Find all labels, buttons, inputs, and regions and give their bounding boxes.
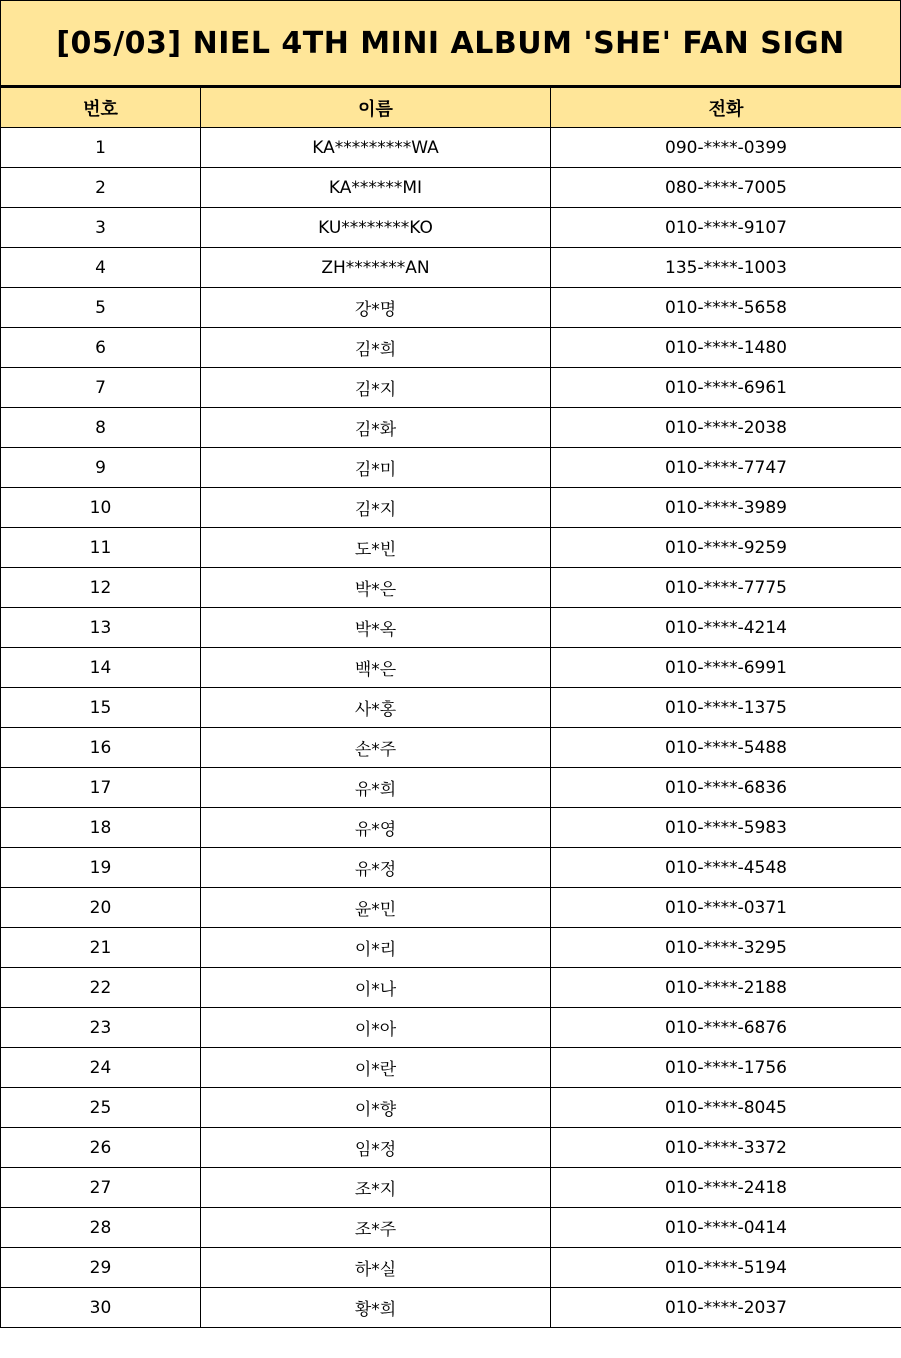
row-name: 이*아 xyxy=(201,1008,551,1048)
row-name: 황*희 xyxy=(201,1288,551,1328)
table-row xyxy=(1,1128,901,1168)
row-number: 9 xyxy=(1,448,201,488)
table-row xyxy=(1,728,901,768)
row-name: 임*정 xyxy=(201,1128,551,1168)
table-row xyxy=(1,328,901,368)
row-name: 이*란 xyxy=(201,1048,551,1088)
table-row xyxy=(1,808,901,848)
row-name: KA******MI xyxy=(201,168,551,208)
table-row xyxy=(1,408,901,448)
table-row xyxy=(1,248,901,288)
row-name: 김*지 xyxy=(201,368,551,408)
row-number: 3 xyxy=(1,208,201,248)
table-row xyxy=(1,1168,901,1208)
table-row xyxy=(1,128,901,168)
table-row xyxy=(1,288,901,328)
row-name: 강*명 xyxy=(201,288,551,328)
table-row xyxy=(1,848,901,888)
row-phone: 010-****-2037 xyxy=(551,1288,901,1328)
row-phone: 010-****-3989 xyxy=(551,488,901,528)
row-phone: 010-****-5488 xyxy=(551,728,901,768)
winners-table xyxy=(0,87,901,1328)
table-row xyxy=(1,488,901,528)
table-row xyxy=(1,1048,901,1088)
row-phone: 010-****-7775 xyxy=(551,568,901,608)
row-name: 박*옥 xyxy=(201,608,551,648)
row-number: 26 xyxy=(1,1128,201,1168)
row-name: 유*희 xyxy=(201,768,551,808)
row-phone: 010-****-2038 xyxy=(551,408,901,448)
table-row xyxy=(1,688,901,728)
table-row xyxy=(1,168,901,208)
page-title: [05/03] NIEL 4TH MINI ALBUM 'SHE' FAN SIGN xyxy=(0,0,901,87)
table-row xyxy=(1,1208,901,1248)
row-phone: 010-****-6961 xyxy=(551,368,901,408)
table-row xyxy=(1,1008,901,1048)
row-phone: 010-****-7747 xyxy=(551,448,901,488)
row-name: 유*정 xyxy=(201,848,551,888)
row-number: 19 xyxy=(1,848,201,888)
row-number: 5 xyxy=(1,288,201,328)
row-number: 16 xyxy=(1,728,201,768)
row-name: 이*나 xyxy=(201,968,551,1008)
column-header-name: 이름 xyxy=(201,88,551,128)
row-name: ZH*******AN xyxy=(201,248,551,288)
row-number: 21 xyxy=(1,928,201,968)
row-phone: 010-****-5983 xyxy=(551,808,901,848)
row-number: 11 xyxy=(1,528,201,568)
row-number: 24 xyxy=(1,1048,201,1088)
table-row xyxy=(1,608,901,648)
row-name: 유*영 xyxy=(201,808,551,848)
table-row xyxy=(1,208,901,248)
table-row xyxy=(1,648,901,688)
row-name: 윤*민 xyxy=(201,888,551,928)
table-row xyxy=(1,928,901,968)
table-body xyxy=(1,128,901,1328)
table-row xyxy=(1,528,901,568)
row-phone: 010-****-1375 xyxy=(551,688,901,728)
row-number: 13 xyxy=(1,608,201,648)
row-phone: 010-****-9107 xyxy=(551,208,901,248)
row-name: 김*지 xyxy=(201,488,551,528)
row-number: 8 xyxy=(1,408,201,448)
row-number: 7 xyxy=(1,368,201,408)
row-phone: 010-****-8045 xyxy=(551,1088,901,1128)
row-number: 18 xyxy=(1,808,201,848)
table-row xyxy=(1,1088,901,1128)
row-phone: 010-****-4214 xyxy=(551,608,901,648)
column-header-number: 번호 xyxy=(1,88,201,128)
row-name: 조*지 xyxy=(201,1168,551,1208)
row-name: 하*실 xyxy=(201,1248,551,1288)
row-phone: 010-****-9259 xyxy=(551,528,901,568)
row-phone: 010-****-6876 xyxy=(551,1008,901,1048)
row-phone: 010-****-1480 xyxy=(551,328,901,368)
row-number: 1 xyxy=(1,128,201,168)
row-phone: 010-****-0371 xyxy=(551,888,901,928)
row-number: 14 xyxy=(1,648,201,688)
row-phone: 010-****-6836 xyxy=(551,768,901,808)
row-number: 20 xyxy=(1,888,201,928)
row-name: 이*향 xyxy=(201,1088,551,1128)
row-number: 30 xyxy=(1,1288,201,1328)
row-number: 28 xyxy=(1,1208,201,1248)
row-number: 29 xyxy=(1,1248,201,1288)
row-name: 사*홍 xyxy=(201,688,551,728)
row-name: 이*리 xyxy=(201,928,551,968)
table-row xyxy=(1,968,901,1008)
row-phone: 090-****-0399 xyxy=(551,128,901,168)
row-name: 조*주 xyxy=(201,1208,551,1248)
row-number: 6 xyxy=(1,328,201,368)
row-name: 김*미 xyxy=(201,448,551,488)
row-number: 15 xyxy=(1,688,201,728)
row-number: 23 xyxy=(1,1008,201,1048)
row-phone: 010-****-1756 xyxy=(551,1048,901,1088)
row-phone: 010-****-3372 xyxy=(551,1128,901,1168)
table-row xyxy=(1,888,901,928)
row-name: 박*은 xyxy=(201,568,551,608)
row-number: 25 xyxy=(1,1088,201,1128)
table-row xyxy=(1,448,901,488)
row-number: 17 xyxy=(1,768,201,808)
row-name: 손*주 xyxy=(201,728,551,768)
row-name: 김*화 xyxy=(201,408,551,448)
table-row xyxy=(1,768,901,808)
table-row xyxy=(1,568,901,608)
row-number: 12 xyxy=(1,568,201,608)
row-number: 2 xyxy=(1,168,201,208)
row-phone: 010-****-0414 xyxy=(551,1208,901,1248)
row-name: 김*희 xyxy=(201,328,551,368)
row-number: 4 xyxy=(1,248,201,288)
row-phone: 080-****-7005 xyxy=(551,168,901,208)
row-phone: 010-****-6991 xyxy=(551,648,901,688)
row-name: KA*********WA xyxy=(201,128,551,168)
row-phone: 010-****-2188 xyxy=(551,968,901,1008)
row-name: 도*빈 xyxy=(201,528,551,568)
table-row xyxy=(1,368,901,408)
header-row xyxy=(1,88,901,128)
table-row xyxy=(1,1288,901,1328)
row-phone: 010-****-5658 xyxy=(551,288,901,328)
table-row xyxy=(1,1248,901,1288)
row-phone: 010-****-3295 xyxy=(551,928,901,968)
row-number: 27 xyxy=(1,1168,201,1208)
table-header xyxy=(1,88,901,128)
row-phone: 010-****-5194 xyxy=(551,1248,901,1288)
row-phone: 010-****-4548 xyxy=(551,848,901,888)
row-name: 백*은 xyxy=(201,648,551,688)
row-phone: 010-****-2418 xyxy=(551,1168,901,1208)
row-number: 22 xyxy=(1,968,201,1008)
row-number: 10 xyxy=(1,488,201,528)
row-phone: 135-****-1003 xyxy=(551,248,901,288)
row-name: KU********KO xyxy=(201,208,551,248)
column-header-phone: 전화 xyxy=(551,88,901,128)
